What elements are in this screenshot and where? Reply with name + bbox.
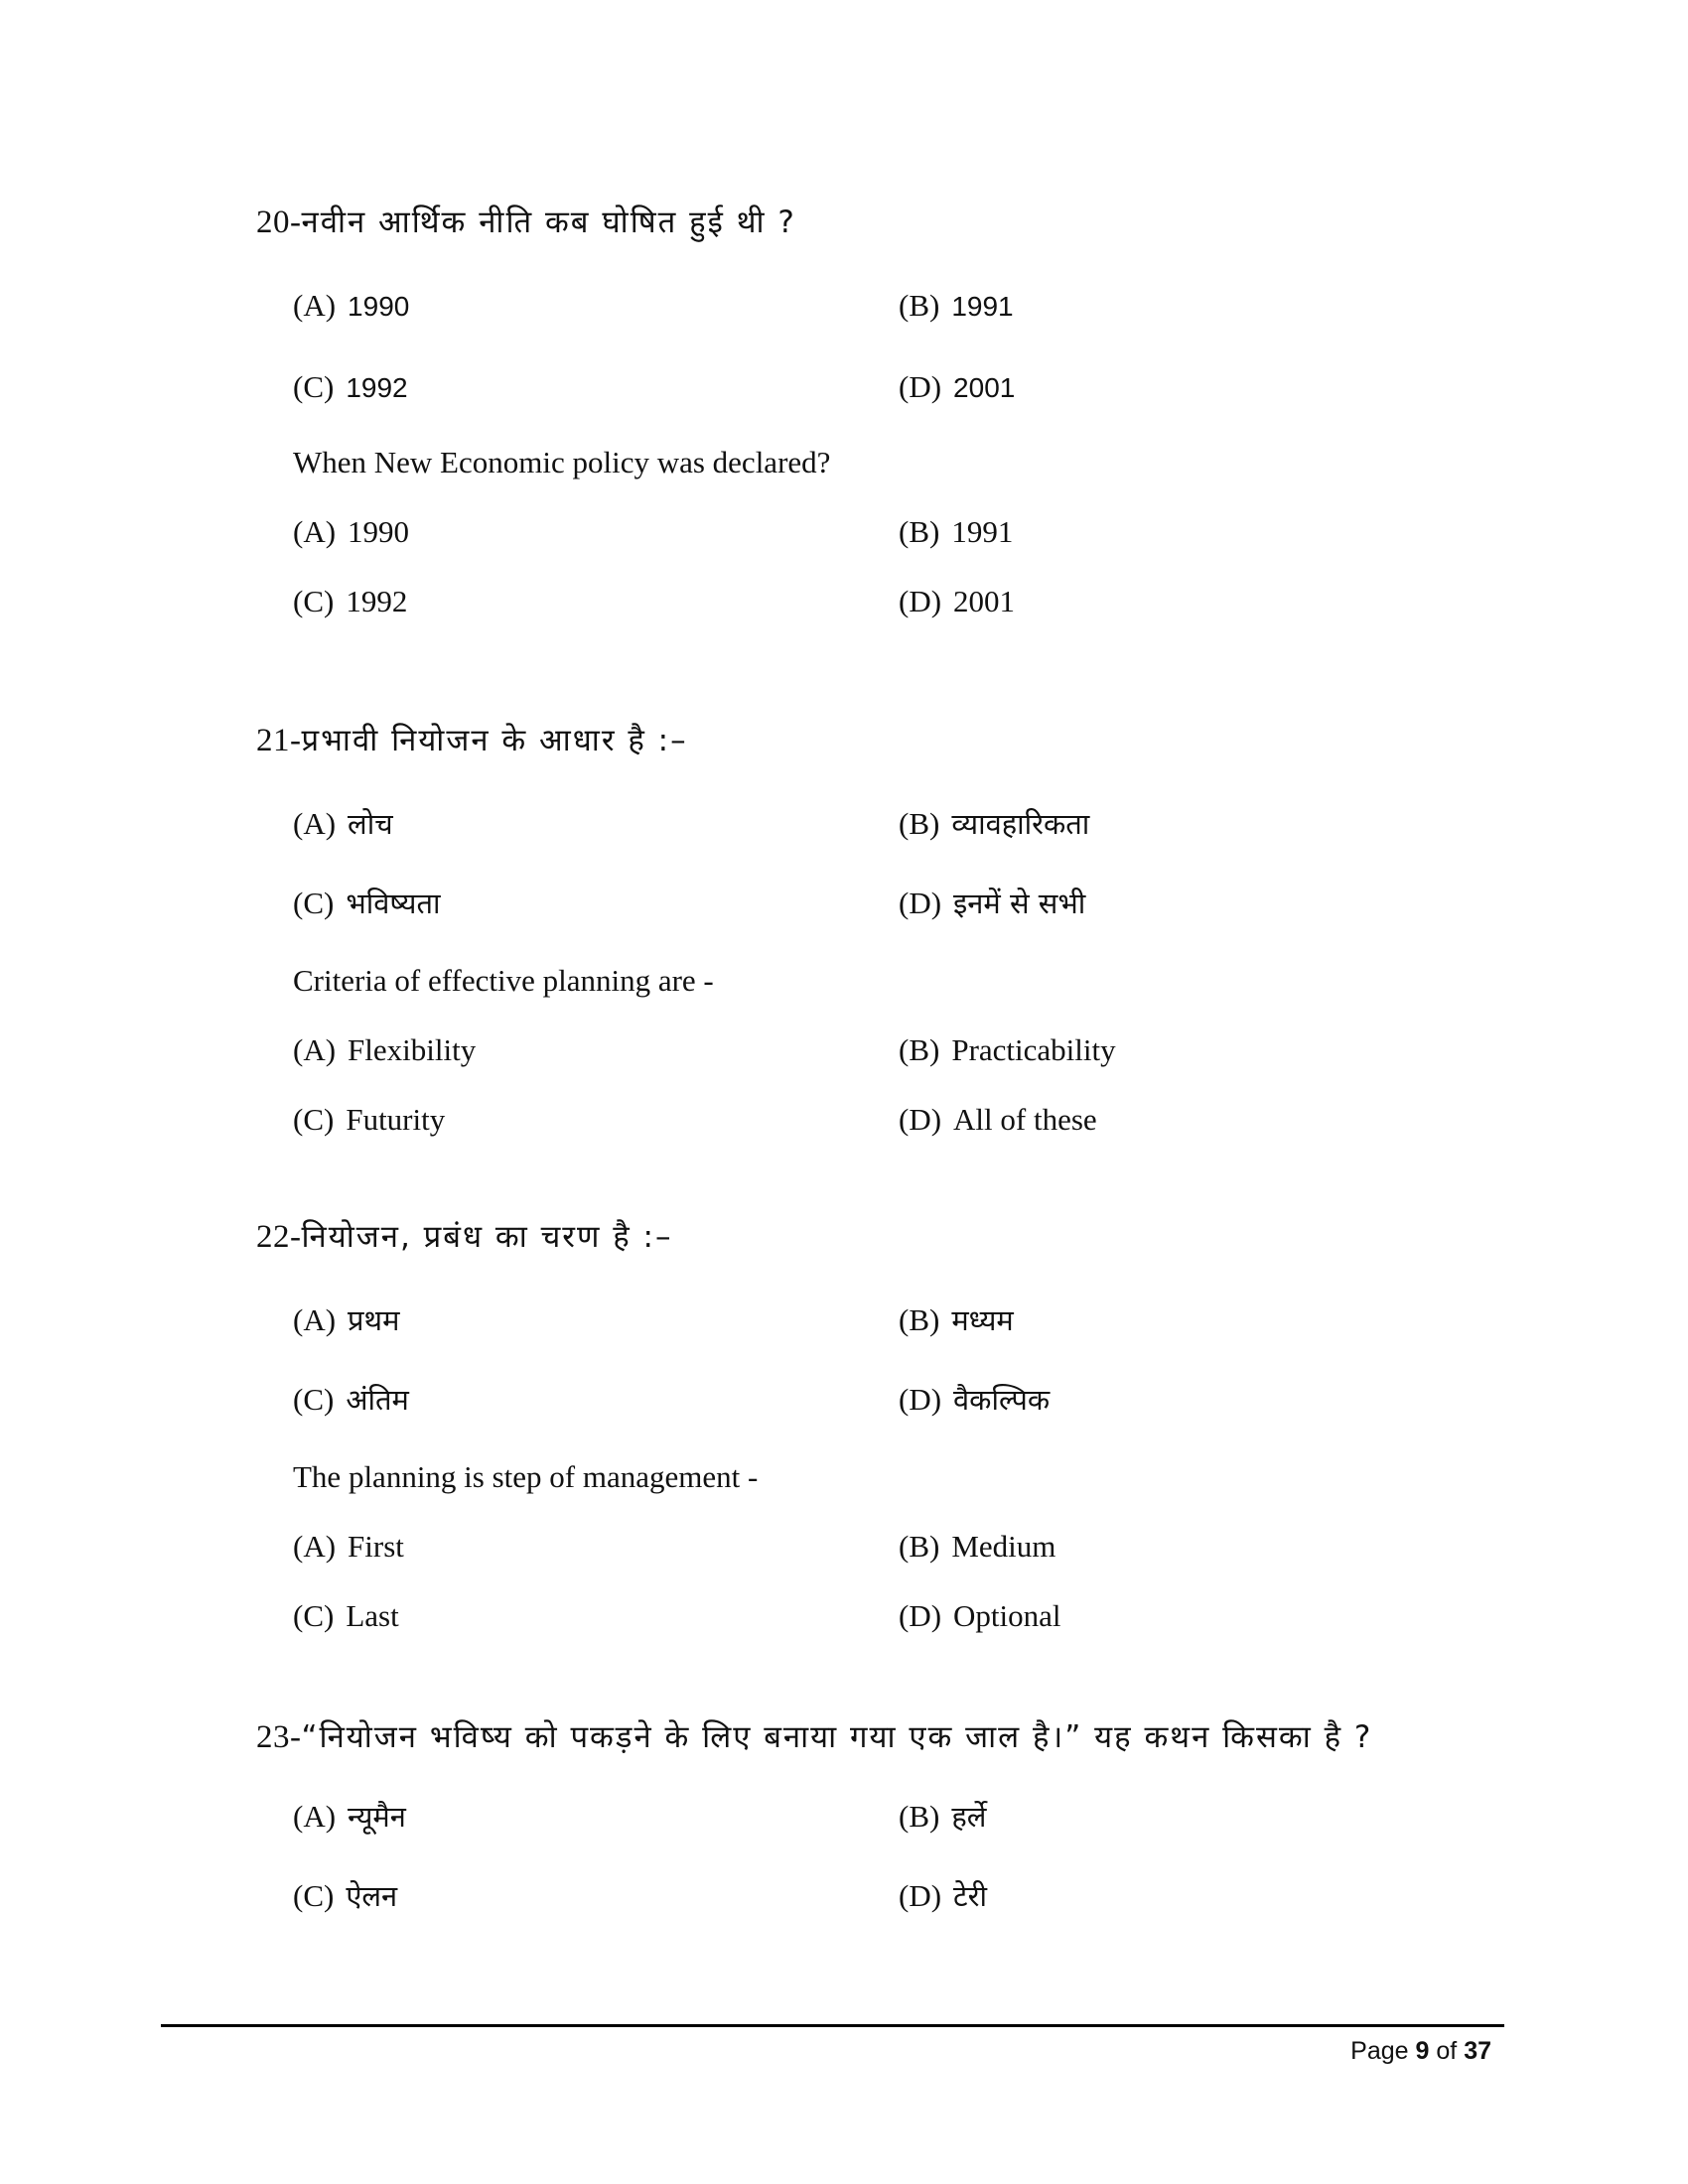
question-number: 20- <box>256 205 302 240</box>
option-a: (A) लोच <box>293 806 393 841</box>
question-23-hindi <box>256 1715 1372 1759</box>
question-number: 21- <box>256 723 302 758</box>
option-a: (A) न्यूमैन <box>293 1799 406 1834</box>
option-a: (A) First <box>293 1529 404 1564</box>
option-d: (D) All of these <box>899 1102 1097 1137</box>
option-b: (B) Practicability <box>899 1032 1116 1067</box>
option-b: (B) व्यावहारिकता <box>899 806 1090 841</box>
option-a: (A) प्रथम <box>293 1302 400 1337</box>
page-number <box>1350 2035 1491 2067</box>
question-number: 23- <box>256 1719 302 1755</box>
option-b: (B) 1991 <box>899 514 1014 549</box>
option-b: (B) 1991 <box>899 288 1014 323</box>
question-21-english: Criteria of effective planning are - <box>293 963 714 998</box>
question-20-hindi <box>256 201 796 244</box>
option-b: (B) मध्यम <box>899 1302 1014 1337</box>
option-d: (D) Optional <box>899 1598 1061 1633</box>
option-d: (D) टेरी <box>899 1878 988 1913</box>
question-22-hindi <box>256 1215 673 1259</box>
option-c: (C) भविष्यता <box>293 886 441 920</box>
option-c: (C) 1992 <box>293 584 408 618</box>
footer-divider <box>161 2024 1504 2027</box>
question-text-hindi: प्रभावी नियोजन के आधार है :– <box>301 723 688 758</box>
question-22-english: The planning is step of management - <box>293 1459 759 1494</box>
option-d: (D) इनमें से सभी <box>899 886 1086 920</box>
option-c: (C) ऐलन <box>293 1878 398 1913</box>
page-word: Page <box>1350 2037 1409 2065</box>
total-pages: 37 <box>1464 2037 1491 2065</box>
option-d: (D) 2001 <box>899 369 1016 404</box>
option-c: (C) अंतिम <box>293 1382 409 1417</box>
question-text-hindi: नवीन आर्थिक नीति कब घोषित हुई थी ? <box>301 205 796 240</box>
current-page: 9 <box>1415 2037 1430 2065</box>
option-c: (C) 1992 <box>293 369 408 404</box>
option-c: (C) Last <box>293 1598 399 1633</box>
of-word: of <box>1436 2037 1458 2065</box>
option-b: (B) हर्ले <box>899 1799 987 1834</box>
question-20-english: When New Economic policy was declared? <box>293 445 831 479</box>
option-d: (D) वैकल्पिक <box>899 1382 1051 1417</box>
question-text-hindi: “नियोजन भविष्य को पकड़ने के लिए बनाया गया एक जाल है।” यह कथन किसका है ? <box>301 1719 1373 1755</box>
option-a: (A) 1990 <box>293 514 410 549</box>
option-a: (A) Flexibility <box>293 1032 477 1067</box>
option-b: (B) Medium <box>899 1529 1056 1564</box>
question-21-hindi <box>256 719 688 762</box>
question-text-hindi: नियोजन, प्रबंध का चरण है :– <box>301 1219 673 1255</box>
option-d: (D) 2001 <box>899 584 1016 618</box>
option-c: (C) Futurity <box>293 1102 446 1137</box>
option-a: (A) 1990 <box>293 288 410 323</box>
question-number: 22- <box>256 1219 302 1255</box>
